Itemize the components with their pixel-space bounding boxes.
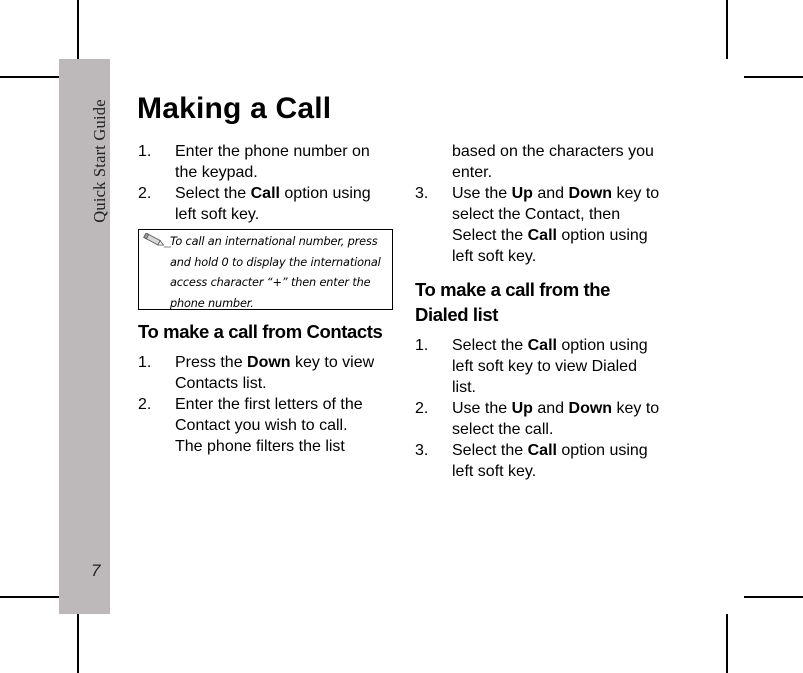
page-title: Making a Call [137, 92, 332, 125]
step-text: the keypad. [175, 164, 258, 181]
key-label-call: Call [250, 185, 280, 202]
step-text: key to [612, 185, 660, 202]
list-item [415, 440, 680, 482]
crop-mark-bottom-right-vertical [726, 614, 728, 673]
key-label-down: Down [568, 400, 613, 417]
note-line: access character “+” then enter the [170, 276, 371, 289]
key-label-up: Up [511, 400, 533, 417]
step-text: based on the characters you [452, 143, 654, 160]
heading-line: Dialed list [415, 304, 498, 325]
step-text: Select the [452, 227, 528, 244]
step-number: 2. [138, 185, 152, 202]
step-text: option using [556, 442, 648, 459]
step-text: The phone filters the list [175, 438, 345, 455]
step-text: Enter the first letters of the [175, 396, 363, 413]
step-text: left soft key. [452, 463, 537, 480]
step-number: 1. [415, 337, 429, 354]
step-text: and [532, 400, 569, 417]
dialed-heading [415, 277, 680, 327]
step-text: Press the [175, 354, 248, 371]
note-line: To call an international number, press [170, 235, 378, 248]
contacts-steps [138, 352, 403, 457]
step-text: Contact you wish to call. [175, 417, 348, 434]
list-item [138, 141, 403, 183]
sidebar-guide-title: Quick Start Guide [90, 99, 109, 223]
note-line: phone number. [170, 296, 254, 310]
step-text: select the Contact, then [452, 206, 621, 223]
step-continuation [415, 141, 680, 183]
step-number: 3. [415, 442, 429, 459]
crop-mark-top-right-horizontal [744, 76, 803, 78]
step-text: Select the [452, 442, 528, 459]
list-item [415, 183, 680, 267]
step-text: Enter the phone number on [175, 143, 370, 160]
page-number: 7 [91, 561, 101, 580]
step-number: 2. [415, 400, 429, 417]
step-text: left soft key. [175, 206, 260, 223]
contacts-steps-continued [415, 183, 680, 267]
key-label-down: Down [568, 185, 613, 202]
step-text: left soft key to view Dialed [452, 358, 637, 375]
contacts-heading: To make a call from Contacts [138, 321, 383, 342]
step-text: Select the [175, 185, 251, 202]
note-line: and hold 0 to display the international [170, 255, 381, 269]
crop-mark-bottom-right-horizontal [744, 596, 803, 598]
step-text: select the call. [452, 421, 554, 438]
list-item [138, 394, 403, 457]
crop-mark-top-left-vertical [77, 0, 79, 59]
step-number: 1. [138, 143, 152, 160]
right-column [415, 141, 680, 482]
crop-mark-bottom-left-horizontal [0, 596, 59, 598]
step-text: Contacts list. [175, 375, 267, 392]
step-text: key to view [290, 354, 375, 371]
step-text: option using [279, 185, 371, 202]
step-text: enter. [452, 164, 493, 181]
step-text: Select the [452, 337, 528, 354]
list-item [415, 398, 680, 440]
note-box [138, 229, 393, 310]
key-label-call: Call [527, 442, 557, 459]
list-item [138, 183, 403, 225]
step-number: 2. [138, 396, 152, 413]
step-text: left soft key. [452, 248, 537, 265]
left-column [138, 141, 403, 457]
key-label-call: Call [527, 227, 557, 244]
key-label-up: Up [511, 185, 533, 202]
dialed-steps [415, 335, 680, 482]
crop-mark-top-right-vertical [726, 0, 728, 59]
step-text: option using [556, 337, 648, 354]
note-text [170, 232, 388, 314]
pencil-icon [142, 233, 172, 249]
key-label-down: Down [247, 354, 291, 371]
heading-line: To make a call from the [415, 279, 611, 300]
step-text: and [532, 185, 569, 202]
step-text: key to [612, 400, 660, 417]
step-number: 3. [415, 185, 429, 202]
step-text: Use the [452, 185, 512, 202]
list-item [415, 335, 680, 398]
key-label-call: Call [527, 337, 557, 354]
crop-mark-top-left-horizontal [0, 76, 59, 78]
step-text: Use the [452, 400, 512, 417]
step-text: option using [556, 227, 648, 244]
step-number: 1. [138, 354, 152, 371]
list-item [138, 352, 403, 394]
intro-steps [138, 141, 403, 225]
step-text: list. [452, 379, 476, 396]
crop-mark-bottom-left-vertical [77, 614, 79, 673]
